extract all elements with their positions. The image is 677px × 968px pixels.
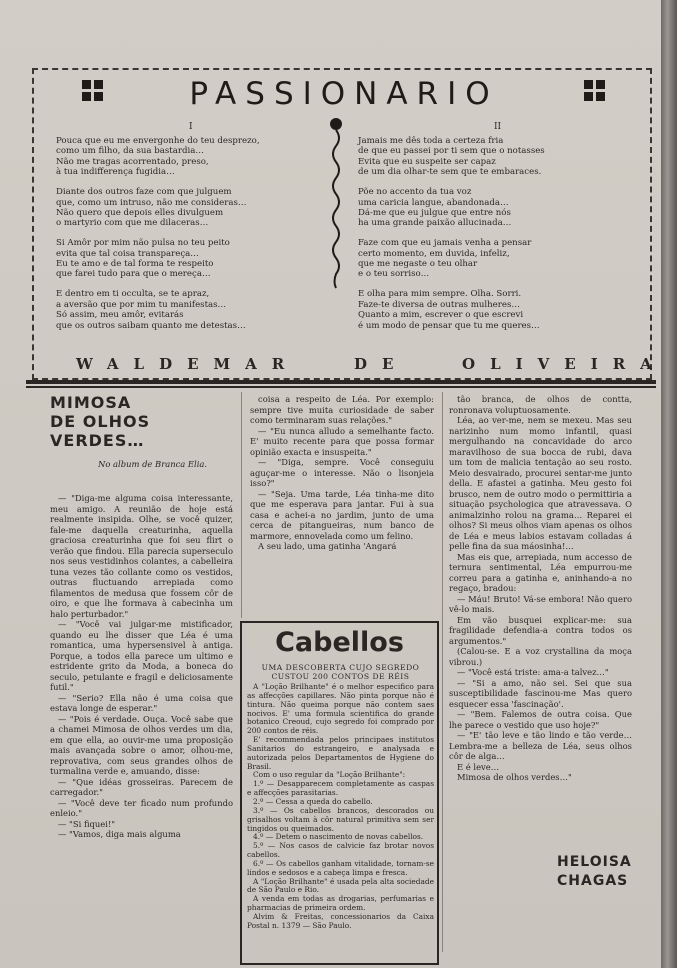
poem-line: à tua indifferença fugidia… <box>56 167 175 178</box>
story-paragraph: — "Você está triste: ama-a talvez…" <box>457 667 609 677</box>
poem-stanza <box>56 238 260 280</box>
poem-line: que os outros saibam quanto me detestas… <box>56 320 246 331</box>
poem-line: Pouca que eu me envergonhe do teu desprezo, <box>56 136 260 146</box>
poem-line: o martyrio com que me dilaceras… <box>56 218 209 229</box>
story-paragraph: — "Diga, sempre. Você conseguiu aguçar-me o interesse. Não o lisonjeia isso?" <box>250 457 434 488</box>
ad-paragraph: 6.º — Os cabellos ganham vitalidade, tornam-se lindos e sedosos e a cabeça limpa e fresca. <box>247 858 434 877</box>
ad-paragraph: 5.º — Nos casos de calvicie faz brotar novos cabellos. <box>247 841 434 860</box>
story-author <box>557 853 632 891</box>
wavy-divider-ornament <box>324 116 348 292</box>
story-paragraph: coisa a respeito de Léa. Por exemplo: sempre tive muita curiosidade de saber como terminaram suas relações." <box>250 394 434 425</box>
poem-line: Diante dos outros faze com que julguem <box>56 187 232 198</box>
poem-line: Si Amôr por mim não pulsa no teu peito <box>56 238 230 249</box>
poem-stanza <box>56 136 260 178</box>
story-paragraph: E é leve… <box>457 761 500 772</box>
ad-paragraph: Com o uso regular da "Loção Brilhante": <box>253 770 406 780</box>
story-paragraph: — "Eu nunca alludo a semelhante facto. E' muito recente para que possa formar opinião exacta e insuspeita." <box>250 425 434 457</box>
story-paragraph: — "Pois é verdade. Ouça. Você sabe que a chamei Mimosa de olhos verdes um dia, em que ella, ao ouvir-me uma proposição mais avançada sobre o amor, olhou-me, reprovativa, com seus grandes olhos de turmalina verde e, amuando, disse: <box>50 713 233 776</box>
section-rule <box>26 380 656 384</box>
poem-line: ha uma grande paixão allucinada… <box>358 218 512 229</box>
story-paragraph: — "Vamos, diga mais alguma <box>58 829 181 839</box>
poem-line: Quanto a mim, escrever o que escrevi <box>358 310 524 321</box>
story-paragraph: Mimosa de olhos verdes…" <box>457 772 572 782</box>
poem-stanza <box>358 289 545 331</box>
ad-paragraph: A "Loção Brilhante" é usada pela alta sociedade de São Paulo e Rio. <box>247 876 434 895</box>
advertisement-box <box>240 621 439 965</box>
story-paragraph: — "Si a amo, não sei. Sei que sua susceptibilidade fascinou-me Mas quero esquecer essa 'fascinação'. <box>449 677 632 709</box>
column-divider <box>442 392 443 952</box>
ad-paragraph: 2.º — Cessa a queda do cabello. <box>253 796 373 806</box>
story-paragraph: — "Que idéas grosseiras. Parecem de carregador." <box>50 776 233 797</box>
ad-paragraph: E' recommendada pelos principaes institutos Sanitarios do estrangeiro, e analysada e autorizada pelos Departamentos de Hygiene do Brasil. <box>247 735 434 771</box>
poem-line: que farei tudo para que o mereça… <box>56 269 211 280</box>
story-dedication: No album de Branca Elia. <box>98 459 208 469</box>
poem-line: Eu te amo e de tal forma te respeito <box>56 259 214 270</box>
story-paragraph: — "Você deve ter ficado num profundo enleio." <box>50 797 233 818</box>
ad-body <box>247 683 434 931</box>
poem-part2-label: II <box>494 122 502 132</box>
ad-paragraph: 1.º — Desapparecem completamente as caspas e affecções parasitarias. <box>247 779 434 798</box>
ad-paragraph: A venda em todas as drogarias, perfumarias e pharmacias de primeira ordem. <box>247 894 434 913</box>
book-spine <box>661 0 677 968</box>
story-paragraph: — "Si fiquei!" <box>58 818 116 829</box>
poem-part2 <box>358 136 545 341</box>
ad-title: Cabellos <box>275 627 404 658</box>
poem-line: como um filho, da sua bastardia… <box>56 146 204 157</box>
poem-line: é um modo de pensar que tu me queres… <box>358 320 540 331</box>
ad-paragraph: 3.º — Os cabellos brancos, descorados ou grisalhos voltam à côr natural primitiva sem ser tingidos ou queimados. <box>247 805 434 833</box>
poem-part1 <box>56 136 260 341</box>
poem-line: E dentro em ti occulta, se te apraz, <box>56 289 210 300</box>
ad-subtitle: UMA DESCOBERTA CUJO SEGREDO CUSTOU 200 CONTOS DE RÉIS <box>261 663 420 681</box>
poem-line: certo momento, em duvida, infeliz, <box>358 248 510 259</box>
section-rule-thin <box>26 386 656 388</box>
story-title-line: MIMOSA <box>50 393 132 412</box>
story-paragraph: Em vão busquei explicar-me: sua fragilidade defendia-a contra todos os argumentos." <box>449 614 632 646</box>
ad-paragraph: Alvim & Freitas, concessionarios da Caixa Postal n. 1379 — São Paulo. <box>247 911 434 930</box>
story-author-line: HELOISA <box>557 854 632 870</box>
poem-line: Faze com que eu jamais venha a pensar <box>358 238 532 249</box>
story-author-line: CHAGAS <box>557 873 629 889</box>
poem-stanza <box>56 289 260 331</box>
poem-line: Jamais me dês toda a certeza fria <box>358 136 504 146</box>
story-column-3 <box>449 394 632 783</box>
story-paragraph: Léa, ao ver-me, nem se mexeu. Mas seu narizinho num momo infantil, quasi mergulhando na concavidade do arco maravilhoso de sua bocca de rubi, dava um tom de malicia tentação ao seu rosto. Meio desvairado, procurei sentar-me junto della. E afastei a gatinha. Meu gesto foi brusco, nem de outro modo o permittiria a situação psychologica que atravessava. O animalzinho rolou na grama… Reparei ei olhos? Si meus olhos viam apenas os olhos de Léa e meus labios estavam colladas á pelle fina da sua máosinha!… <box>449 415 632 551</box>
story-title <box>50 393 150 450</box>
story-paragraph: Mas eis que, arrepiada, num accesso de ternura sentimental, Léa empurrou-me correu para a gatinha e, aninhando-a no regaço, bradou: <box>449 551 632 593</box>
poem-stanza <box>358 187 545 229</box>
poem-line: E olha para mim sempre. Olha. Sorri. <box>358 289 522 300</box>
poem-line: que, como um intruso, não me consideras… <box>56 197 247 208</box>
story-paragraph: — "Seja. Uma tarde, Léa tinha-me dito que me esperava para jantar. Fui à sua casa e achei-a no jardim, junto de uma cerca de pitangueiras, num banco de marmore, ennovelada como um felino. <box>250 488 434 541</box>
poem-stanza <box>358 136 545 178</box>
poem-line: Evita que eu suspeite ser capaz <box>358 156 496 167</box>
story-column-2 <box>250 394 434 552</box>
poem-line: de que eu passei por ti sem que o notasses <box>358 146 545 157</box>
poem-stanza <box>358 238 545 280</box>
poem-line: Não quero que depois elles divulguem <box>56 207 224 218</box>
poem-line: que me negaste o teu olhar <box>358 259 478 270</box>
poem-line: Dá-me que eu julgue que entre nós <box>358 207 511 218</box>
poem-title: PASSIONARIO <box>189 76 499 112</box>
author-word: OLIVEIRA <box>462 355 667 373</box>
ad-paragraph: A "Loção Brilhante" é o melhor especifico para as affecções capillares. Não pinta porque não é tintura. Não queima porque não contem saes nocivos. E' uma formula scientifica do grande botanico Creoud, cujo segredo foi comprado por 200 contos de réis. <box>247 682 434 736</box>
story-paragraph: — "E' tão leve e tão lindo e tão verde… Lembra-me a belleza de Léa, seus olhos côr de alga… <box>449 730 632 761</box>
story-paragraph: — "Serio? Ella não é uma coisa que estava longe de esperar." <box>50 692 233 713</box>
poem-line: a aversão que por mim tu manifestas… <box>56 299 227 310</box>
ornament-squares-right <box>584 80 606 102</box>
story-paragraph: A seu lado, uma gatinha 'Angará <box>258 541 397 551</box>
poem-line: uma caricia langue, abandonada… <box>358 197 509 208</box>
column-divider <box>241 392 242 618</box>
ad-paragraph: 4.º — Detem o nascimento de novas cabellos. <box>253 832 424 842</box>
poem-line: evita que tal coisa transpareça… <box>56 248 199 259</box>
poem-line: Põe no accento da tua voz <box>358 187 472 198</box>
story-paragraph: tão branca, de olhos de contta, ronronava voluptuosamente. <box>449 394 632 415</box>
poem-line: e o teu sorriso… <box>358 269 430 280</box>
poem-part1-label: I <box>189 122 193 132</box>
poem-line: Não me tragas acorrentado, preso, <box>56 156 209 167</box>
story-paragraph: — "Bem. Falemos de outra coisa. Que lhe parece o vestido que uso hoje?" <box>449 709 632 730</box>
author-word: WALDEMAR <box>76 355 300 373</box>
story-paragraph: — "Diga-me alguma coisa interessante, meu amigo. A reunião de hoje está realmente insipida. Olhe, se você quizer, fale-me daquella creaturinha, aquella graciosa creaturinha que foi seu flirt o verão que findou. Ella parecia superseculo nos seus vestidinhos colantes, a cabelleira tuna vezes tão collante como os vestidos, outras fluctuando arrepiada como filamentos de medusa que fossem côr de oiro, e que lhe formava à cabecinha um halo perturbador." <box>50 493 233 619</box>
story-title-line: DE OLHOS <box>50 412 151 431</box>
poem-stanza <box>56 187 260 229</box>
poem-frame <box>32 68 667 380</box>
poem-line: Só assim, meu amôr, evitarás <box>56 310 184 321</box>
story-paragraph: — "Você vai julgar-me mistificador, quando eu lhe disser que Léa é uma romantica, uma hypersensivel à antiga. Porque, a todos ella parece um ultimo e estridente grito da Moda, a boneca do seculo, petulante e fragil e deliciosamente futil." <box>50 619 233 692</box>
story-column-1 <box>50 493 233 840</box>
author-word: DE <box>354 355 409 373</box>
poem-line: Faze-te diversa de outras mulheres… <box>358 299 520 310</box>
poem-line: de um dia olhar-te sem que te embaraces. <box>358 167 542 178</box>
story-paragraph: (Calou-se. E a voz crystallina da moça vibrou.) <box>449 646 632 667</box>
story-paragraph: — Máu! Bruto! Vá-se embora! Não quero vê-lo mais. <box>449 593 632 614</box>
story-title-line: VERDES… <box>50 431 145 450</box>
